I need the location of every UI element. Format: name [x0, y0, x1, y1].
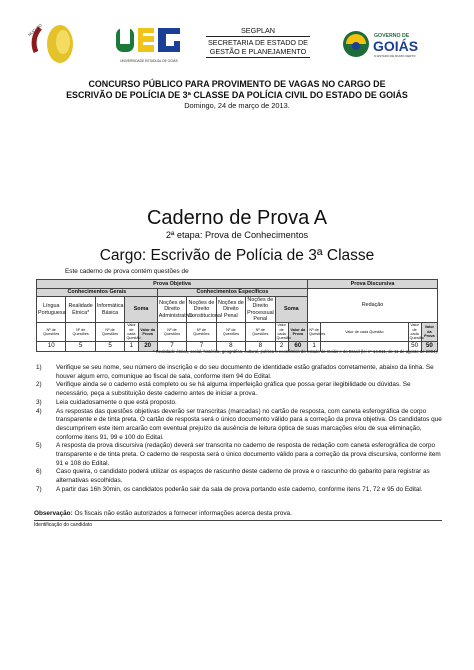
segplan-block: [198, 26, 318, 59]
label-n-questoes: Nº de Questões: [246, 323, 275, 342]
nucleo-selecao-logo: [26, 18, 78, 70]
segplan-line-2: SECRETARIA DE ESTADO DE: [208, 38, 308, 47]
instruction-number: 5): [36, 442, 42, 450]
col-informatica-basica: Informática Básica: [95, 297, 124, 323]
col-direito-processual-penal: Noções de Direito Processual Penal: [247, 297, 274, 322]
goias-small-text: GOVERNO DE: [374, 33, 410, 39]
instruction-text: Verifique se seu nome, seu número de inscrição e do seu documento de identidade estão grafados corretamente, abaixo da linha. Se houver algum erro, comunique ao fiscal de sala, conforme item 94 do Edital.: [56, 364, 434, 380]
value-cell: 8: [216, 341, 245, 351]
col-soma-especificos: Soma: [275, 297, 308, 323]
instruction-number: 2): [36, 381, 42, 389]
instruction-number: 4): [36, 407, 42, 415]
instruction-item: [34, 442, 442, 468]
value-cell: 1: [125, 341, 138, 351]
header-prova-objetiva: Prova Objetiva: [37, 280, 308, 289]
instruction-item: [34, 364, 442, 381]
instruction-text: As respostas das questões objetivas deverão ser transcritas (marcadas) no cartão de resposta, com caneta esferográfica de corpo transparente e de tinta preta. O cartão de resposta será o único documento válido para a correção da prova objetiva. Os candidatos que descumprirem este item arcarão com eventual prejuízo da ausência de leitura óptica de suas marcações e/ou de sua eliminação, conforme itens 91, 99 e 100 do Edital.: [56, 407, 442, 441]
value-cell: 20: [138, 341, 157, 351]
segplan-divider: [206, 36, 310, 37]
goias-big-text: GOIÁS: [373, 38, 419, 54]
table-intro: Este caderno de prova contém questões de: [65, 268, 189, 275]
col-realidade-etnica: Realidade Étnica*: [66, 297, 95, 323]
label-n-questoes: Nº de Questões: [157, 323, 186, 342]
col-direito-penal: Noções de Direito Penal: [216, 297, 245, 323]
label-valor-questao: Valor de cada Questão: [321, 323, 408, 342]
value-cell: 5: [95, 341, 124, 351]
instruction-text: Caso queira, o candidato poderá utilizar os espaços de rascunho deste caderno de prova e o rascunho do gabarito para registrar as alternativas escolhidas.: [56, 468, 430, 485]
value-cell: 5: [66, 341, 95, 351]
caderno-title: Caderno de Prova A: [146, 207, 328, 229]
instruction-item: [34, 468, 442, 485]
label-n-questoes: Nº de Questões: [216, 323, 245, 342]
instruction-number: 7): [36, 485, 42, 493]
label-n-questoes: Nº de Questões: [95, 323, 124, 342]
instruction-item: [34, 408, 442, 443]
identificacao-candidato: Identificação do candidato: [34, 520, 442, 528]
contest-title-line-2: ESCRIVÃO DE POLÍCIA DE 3ª CLASSE DA POLÍCIA CIVIL DO ESTADO DE GOIÁS: [66, 89, 408, 100]
instruction-text: A resposta da prova discursiva (redação) deverá ser transcrita no caderno de resposta de redação com caneta esferográfica de corpo transparente e de tinta preta. O caderno de resposta será o único documento válido para a correção da prova discursiva, conforme item 91 e 108 do Edital.: [56, 442, 441, 467]
value-cell: 60: [288, 341, 307, 351]
instructions-list: [34, 364, 442, 495]
segplan-line-3: GESTÃO E PLANEJAMENTO: [209, 47, 307, 56]
segplan-line-1: SEGPLAN: [241, 26, 275, 35]
value-cell: 7: [157, 341, 186, 351]
ueg-logo: [110, 22, 188, 66]
cargo-title: Cargo: Escrivão de Polícia de 3ª Classe: [99, 247, 375, 264]
value-cell: 7: [187, 341, 216, 351]
label-n-questoes: Nº de Questões: [37, 323, 66, 342]
label-valor-prova: Valor da Prova: [421, 323, 437, 342]
contest-title: [30, 79, 444, 100]
observacao-label: Observação:: [34, 510, 73, 517]
label-valor-prova: Valor da Prova: [288, 323, 307, 342]
goias-tagline: O ESTADO DE RUMO CERTO: [374, 54, 416, 58]
label-valor-questao: Valor de cada Questão: [409, 323, 424, 341]
instruction-item: [34, 486, 442, 495]
exam-date: Domingo, 24 de março de 2013.: [184, 101, 290, 110]
exam-structure-table: [36, 279, 438, 352]
value-cell: 50: [421, 341, 437, 351]
col-direito-constitucional: Noções de Direito Constitucional: [187, 297, 216, 323]
header-prova-discursiva: Prova Discursiva: [308, 280, 438, 289]
value-cell: 10: [37, 341, 66, 351]
label-n-questoes: Nº de Questões: [66, 323, 95, 342]
instruction-number: 3): [36, 398, 42, 406]
value-cell: 8: [246, 341, 275, 351]
label-valor-questao: Valor de cada Questão: [276, 323, 291, 341]
instruction-number: 6): [36, 468, 42, 476]
instruction-text: Verifique ainda se o caderno está completo ou se há alguma imperfeição gráfica que possa gerar ilegibilidade ou dúvidas. Se necessário, peça a substituição deste caderno antes de iniciar a prova.: [56, 381, 411, 398]
header-conhecimentos-especificos: Conhecimentos Específicos: [157, 289, 307, 297]
header-conhecimentos-gerais: Conhecimentos Gerais: [37, 289, 158, 297]
label-n-questoes: Nº de Questões: [308, 323, 321, 342]
observacao: [34, 510, 442, 517]
table-footnote: * Realidade étnica, social, histórica, geográfica, cultural, política e econômica do estado de Goiás e do Brasil (lei nº 14.911, de 11 de agosto de 2004).: [152, 349, 438, 354]
label-n-questoes: Nº de Questões: [187, 323, 216, 342]
instruction-item: [34, 381, 442, 398]
col-soma-gerais: Soma: [125, 297, 157, 323]
header-redacao: Redação: [308, 289, 438, 323]
col-lingua-portuguesa: Língua Portuguesa: [37, 297, 66, 323]
instruction-text: Leia cuidadosamente o que está proposto.: [56, 398, 177, 406]
label-valor-questao: Valor de cada Questão: [126, 323, 141, 341]
col-direito-administrativo: Noções de Direito Administrativo: [157, 297, 186, 323]
value-cell: 2: [275, 341, 288, 351]
instruction-number: 1): [36, 364, 42, 371]
svg-text:NÚCLEO: NÚCLEO: [26, 22, 43, 38]
instruction-item: [34, 399, 442, 408]
caderno-etapa: 2ª etapa: Prova de Conhecimentos: [165, 230, 309, 240]
value-cell: 1: [308, 341, 321, 351]
observacao-text: Os fiscais não estão autorizados a fornecer informações acerca desta prova.: [72, 510, 292, 517]
contest-title-line-1: CONCURSO PÚBLICO PARA PROVIMENTO DE VAGAS NO CARGO DE: [88, 79, 386, 89]
value-cell: 50: [408, 341, 421, 351]
instruction-text: A partir das 16h 30min, os candidatos poderão sair da sala de prova portando este caderno, conforme itens 71, 72 e 95 do Edital.: [56, 485, 423, 493]
label-valor-prova: Valor da Prova: [138, 323, 157, 342]
governo-goias-logo: [340, 24, 440, 66]
ueg-subtitle: UNIVERSIDADE ESTADUAL DE GOIÁS: [120, 59, 178, 63]
segplan-divider-bottom: [206, 57, 310, 58]
